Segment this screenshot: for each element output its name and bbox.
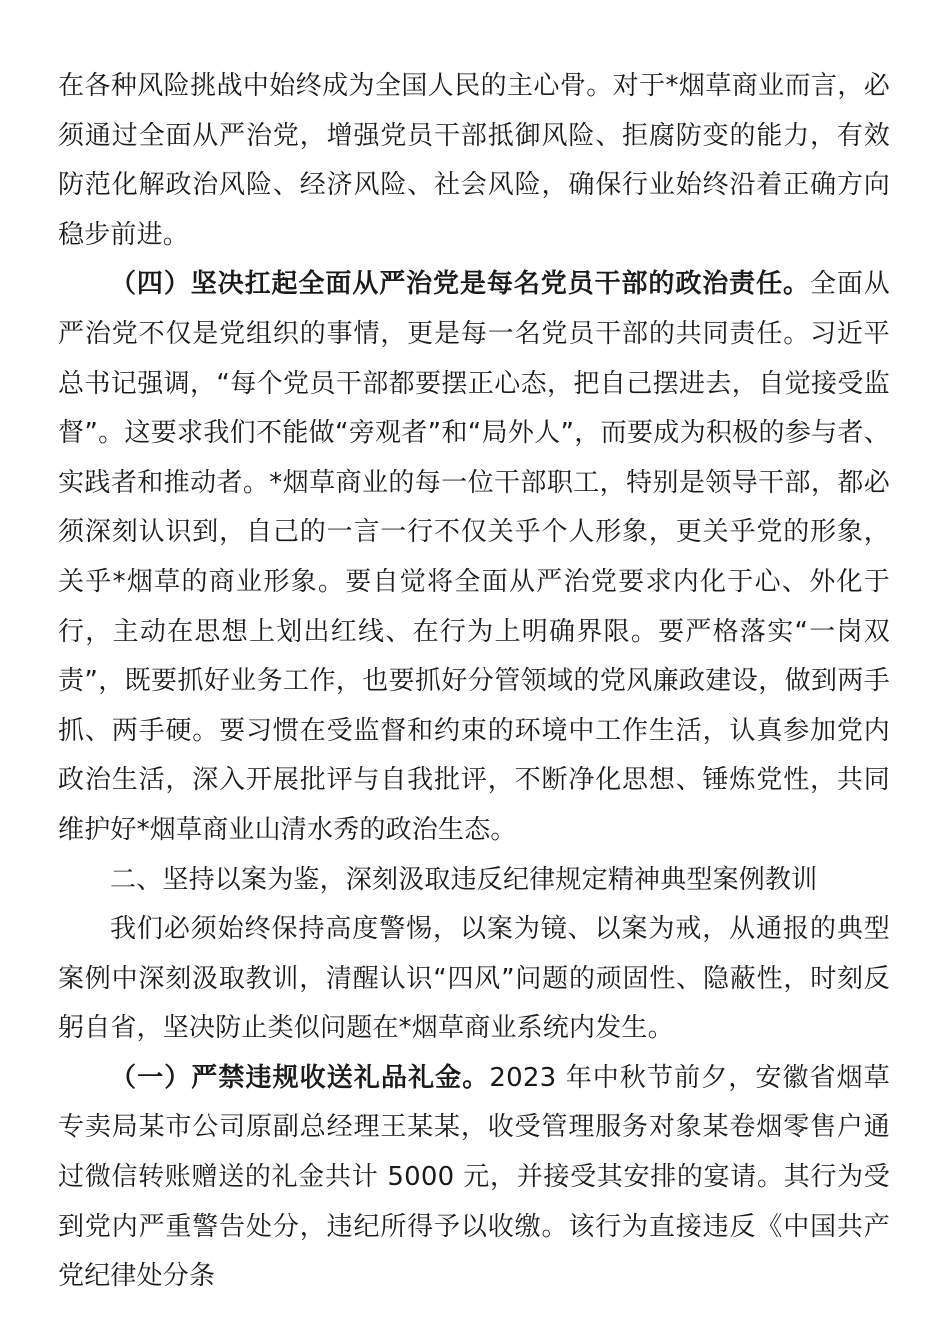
paragraph-1-text: 在各种风险挑战中始终成为全国人民的主心骨。对于*烟草商业而言，必须通过全面从严治党，增强党员干部抵御风险、拒腐防变的能力，有效防范化解政治风险、经济风险、社会风险，确保行业始终沿着正确方向稳步前进。 bbox=[58, 71, 890, 250]
section-heading-1: （一）严禁违规收送礼品礼金。 bbox=[110, 1062, 490, 1093]
paragraph-1 bbox=[58, 62, 890, 260]
document-body bbox=[58, 62, 890, 1302]
chapter-heading-2-text: 二、坚持以案为鉴，深刻汲取违反纪律规定精神典型案例教训 bbox=[110, 864, 818, 895]
section-heading-4: （四）坚决扛起全面从严治党是每名党员干部的政治责任。 bbox=[110, 269, 810, 300]
paragraph-2-text: 全面从严治党不仅是党组织的事情，更是每一名党员干部的共同责任。习近平总书记强调，“每个党员干部都要摆正心态，把自己摆进去，自觉接受监督”。这要求我们不能做“旁观者”和“局外人”，而要成为积极的参与者、实践者和推动者。*烟草商业的每一位干部职工，特别是领导干部，都必须深刻认识到，自己的一言一行不仅关乎个人形象，更关乎党的形象，关乎*烟草的商业形象。要自觉将全面从严治党要求内化于心、外化于行，主动在思想上划出红线、在行为上明确界限。要严格落实“一岗双责”，既要抓好业务工作，也要抓好分管领域的党风廉政建设，做到两手抓、两手硬。要习惯在受监督和约束的环境中工作生活，认真参加党内政治生活，深入开展批评与自我批评，不断净化思想、锤炼党性，共同维护好*烟草商业山清水秀的政治生态。 bbox=[58, 269, 890, 845]
chapter-heading-2 bbox=[58, 856, 890, 906]
paragraph-2 bbox=[58, 260, 890, 855]
paragraph-5 bbox=[58, 1054, 890, 1302]
paragraph-4 bbox=[58, 905, 890, 1054]
paragraph-5-text: 2023 年中秋节前夕，安徽省烟草专卖局某市公司原副总经理王某某，收受管理服务对象某卷烟零售户通过微信转账赠送的礼金共计 5000 元，并接受其安排的宴请。其行为受到党内严重警告处分，违纪所得予以收缴。该行为直接违反《中国共产党纪律处分条 bbox=[58, 1062, 890, 1292]
paragraph-4-text: 我们必须始终保持高度警惕，以案为镜、以案为戒，从通报的典型案例中深刻汲取教训，清醒认识“四风”问题的顽固性、隐蔽性，时刻反躬自省，坚决防止类似问题在*烟草商业系统内发生。 bbox=[58, 914, 890, 1044]
